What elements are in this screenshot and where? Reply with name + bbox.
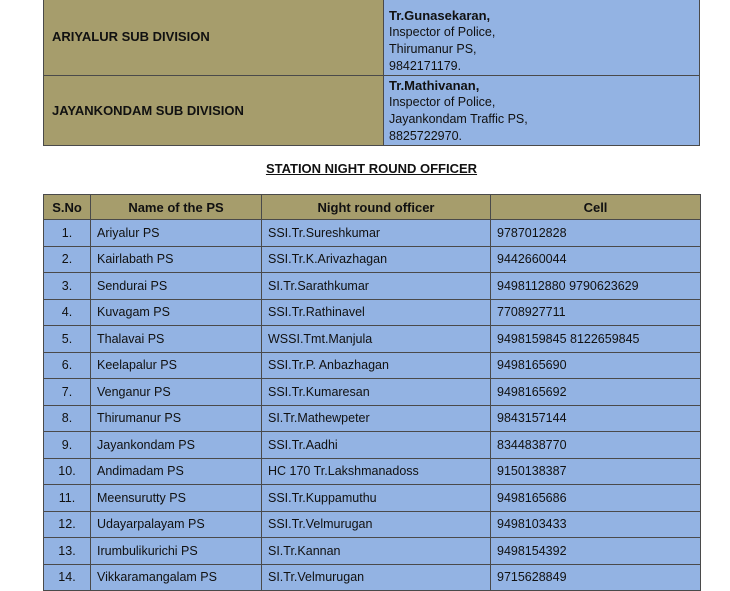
cell-sno: 4. — [44, 299, 91, 326]
cell-phone: 9715628849 — [491, 564, 701, 591]
cell-phone: 9498165690 — [491, 352, 701, 379]
cell-ps-name: Vikkaramangalam PS — [91, 564, 262, 591]
table-row — [44, 299, 701, 326]
cell-sno: 1. — [44, 220, 91, 247]
officer-line: Inspector of Police, — [389, 94, 496, 109]
cell-ps-name: Andimadam PS — [91, 458, 262, 485]
cell-phone: 9787012828 — [491, 220, 701, 247]
cell-sno: 12. — [44, 511, 91, 538]
cell-sno: 3. — [44, 273, 91, 300]
cell-sno: 14. — [44, 564, 91, 591]
cell-officer: WSSI.Tmt.Manjula — [262, 326, 491, 353]
cell-officer: SSI.Tr.Sureshkumar — [262, 220, 491, 247]
cell-sno: 5. — [44, 326, 91, 353]
table-row — [44, 246, 701, 273]
cell-ps-name: Sendurai PS — [91, 273, 262, 300]
cell-officer: SSI.Tr.Kuppamuthu — [262, 485, 491, 512]
column-header-sno: S.No — [44, 195, 91, 220]
cell-ps-name: Venganur PS — [91, 379, 262, 406]
cell-sno: 8. — [44, 405, 91, 432]
cell-sno: 11. — [44, 485, 91, 512]
sub-division-officer — [384, 0, 700, 76]
cell-ps-name: Kairlabath PS — [91, 246, 262, 273]
officer-line: Thirumanur PS, — [389, 42, 477, 56]
table-row — [44, 379, 701, 406]
table-body — [44, 220, 701, 591]
officer-line: 9842171179. — [389, 59, 462, 73]
column-header-officer: Night round officer — [262, 195, 491, 220]
cell-officer: SI.Tr.Mathewpeter — [262, 405, 491, 432]
cell-ps-name: Udayarpalayam PS — [91, 511, 262, 538]
officer-line: Jayankondam Traffic PS, — [389, 111, 528, 126]
sub-division-table — [43, 0, 700, 146]
cell-phone: 8344838770 — [491, 432, 701, 459]
cell-officer: SSI.Tr.Aadhi — [262, 432, 491, 459]
night-round-table — [43, 194, 701, 591]
cell-phone: 9498154392 — [491, 538, 701, 565]
table-row — [44, 326, 701, 353]
sub-division-row — [44, 0, 700, 76]
cell-phone: 9442660044 — [491, 246, 701, 273]
cell-officer: SSI.Tr.Velmurugan — [262, 511, 491, 538]
cell-phone: 7708927711 — [491, 299, 701, 326]
cell-phone: 9498165692 — [491, 379, 701, 406]
column-header-cell: Cell — [491, 195, 701, 220]
cell-sno: 13. — [44, 538, 91, 565]
officer-line: Inspector of Police, — [389, 25, 496, 39]
table-header-row — [44, 195, 701, 220]
table-row — [44, 220, 701, 247]
officer-name: Tr.Mathivanan, — [389, 77, 480, 93]
officer-name: Tr.Gunasekaran, — [389, 8, 491, 23]
cell-sno: 7. — [44, 379, 91, 406]
cell-sno: 6. — [44, 352, 91, 379]
cell-sno: 9. — [44, 432, 91, 459]
cell-officer: SSI.Tr.Rathinavel — [262, 299, 491, 326]
cell-ps-name: Jayankondam PS — [91, 432, 262, 459]
cell-officer: SI.Tr.Sarathkumar — [262, 273, 491, 300]
sub-division-row — [44, 76, 700, 146]
cell-officer: SSI.Tr.P. Anbazhagan — [262, 352, 491, 379]
cell-phone: 9498103433 — [491, 511, 701, 538]
cell-sno: 10. — [44, 458, 91, 485]
table-row — [44, 538, 701, 565]
cell-officer: SSI.Tr.K.Arivazhagan — [262, 246, 491, 273]
sub-division-name: JAYANKONDAM SUB DIVISION — [44, 76, 384, 146]
cell-phone: 9498159845 8122659845 — [491, 326, 701, 353]
cell-ps-name: Thalavai PS — [91, 326, 262, 353]
cell-officer: SSI.Tr.Kumaresan — [262, 379, 491, 406]
cell-sno: 2. — [44, 246, 91, 273]
table-row — [44, 458, 701, 485]
cell-phone: 9150138387 — [491, 458, 701, 485]
cell-ps-name: Kuvagam PS — [91, 299, 262, 326]
cell-officer: HC 170 Tr.Lakshmanadoss — [262, 458, 491, 485]
table-row — [44, 352, 701, 379]
cell-officer: SI.Tr.Velmurugan — [262, 564, 491, 591]
cell-phone: 9843157144 — [491, 405, 701, 432]
cell-phone: 9498165686 — [491, 485, 701, 512]
table-row — [44, 564, 701, 591]
cell-phone: 9498112880 9790623629 — [491, 273, 701, 300]
cell-officer: SI.Tr.Kannan — [262, 538, 491, 565]
table-row — [44, 273, 701, 300]
sub-division-name: ARIYALUR SUB DIVISION — [44, 0, 384, 76]
cell-ps-name: Keelapalur PS — [91, 352, 262, 379]
cell-ps-name: Ariyalur PS — [91, 220, 262, 247]
table-row — [44, 432, 701, 459]
column-header-ps-name: Name of the PS — [91, 195, 262, 220]
sub-division-officer — [384, 76, 700, 146]
cell-ps-name: Thirumanur PS — [91, 405, 262, 432]
cell-ps-name: Meensurutty PS — [91, 485, 262, 512]
table-row — [44, 485, 701, 512]
cell-ps-name: Irumbulikurichi PS — [91, 538, 262, 565]
table-row — [44, 511, 701, 538]
officer-line: 8825722970. — [389, 128, 462, 143]
table-row — [44, 405, 701, 432]
section-title: STATION NIGHT ROUND OFFICER — [265, 161, 478, 176]
